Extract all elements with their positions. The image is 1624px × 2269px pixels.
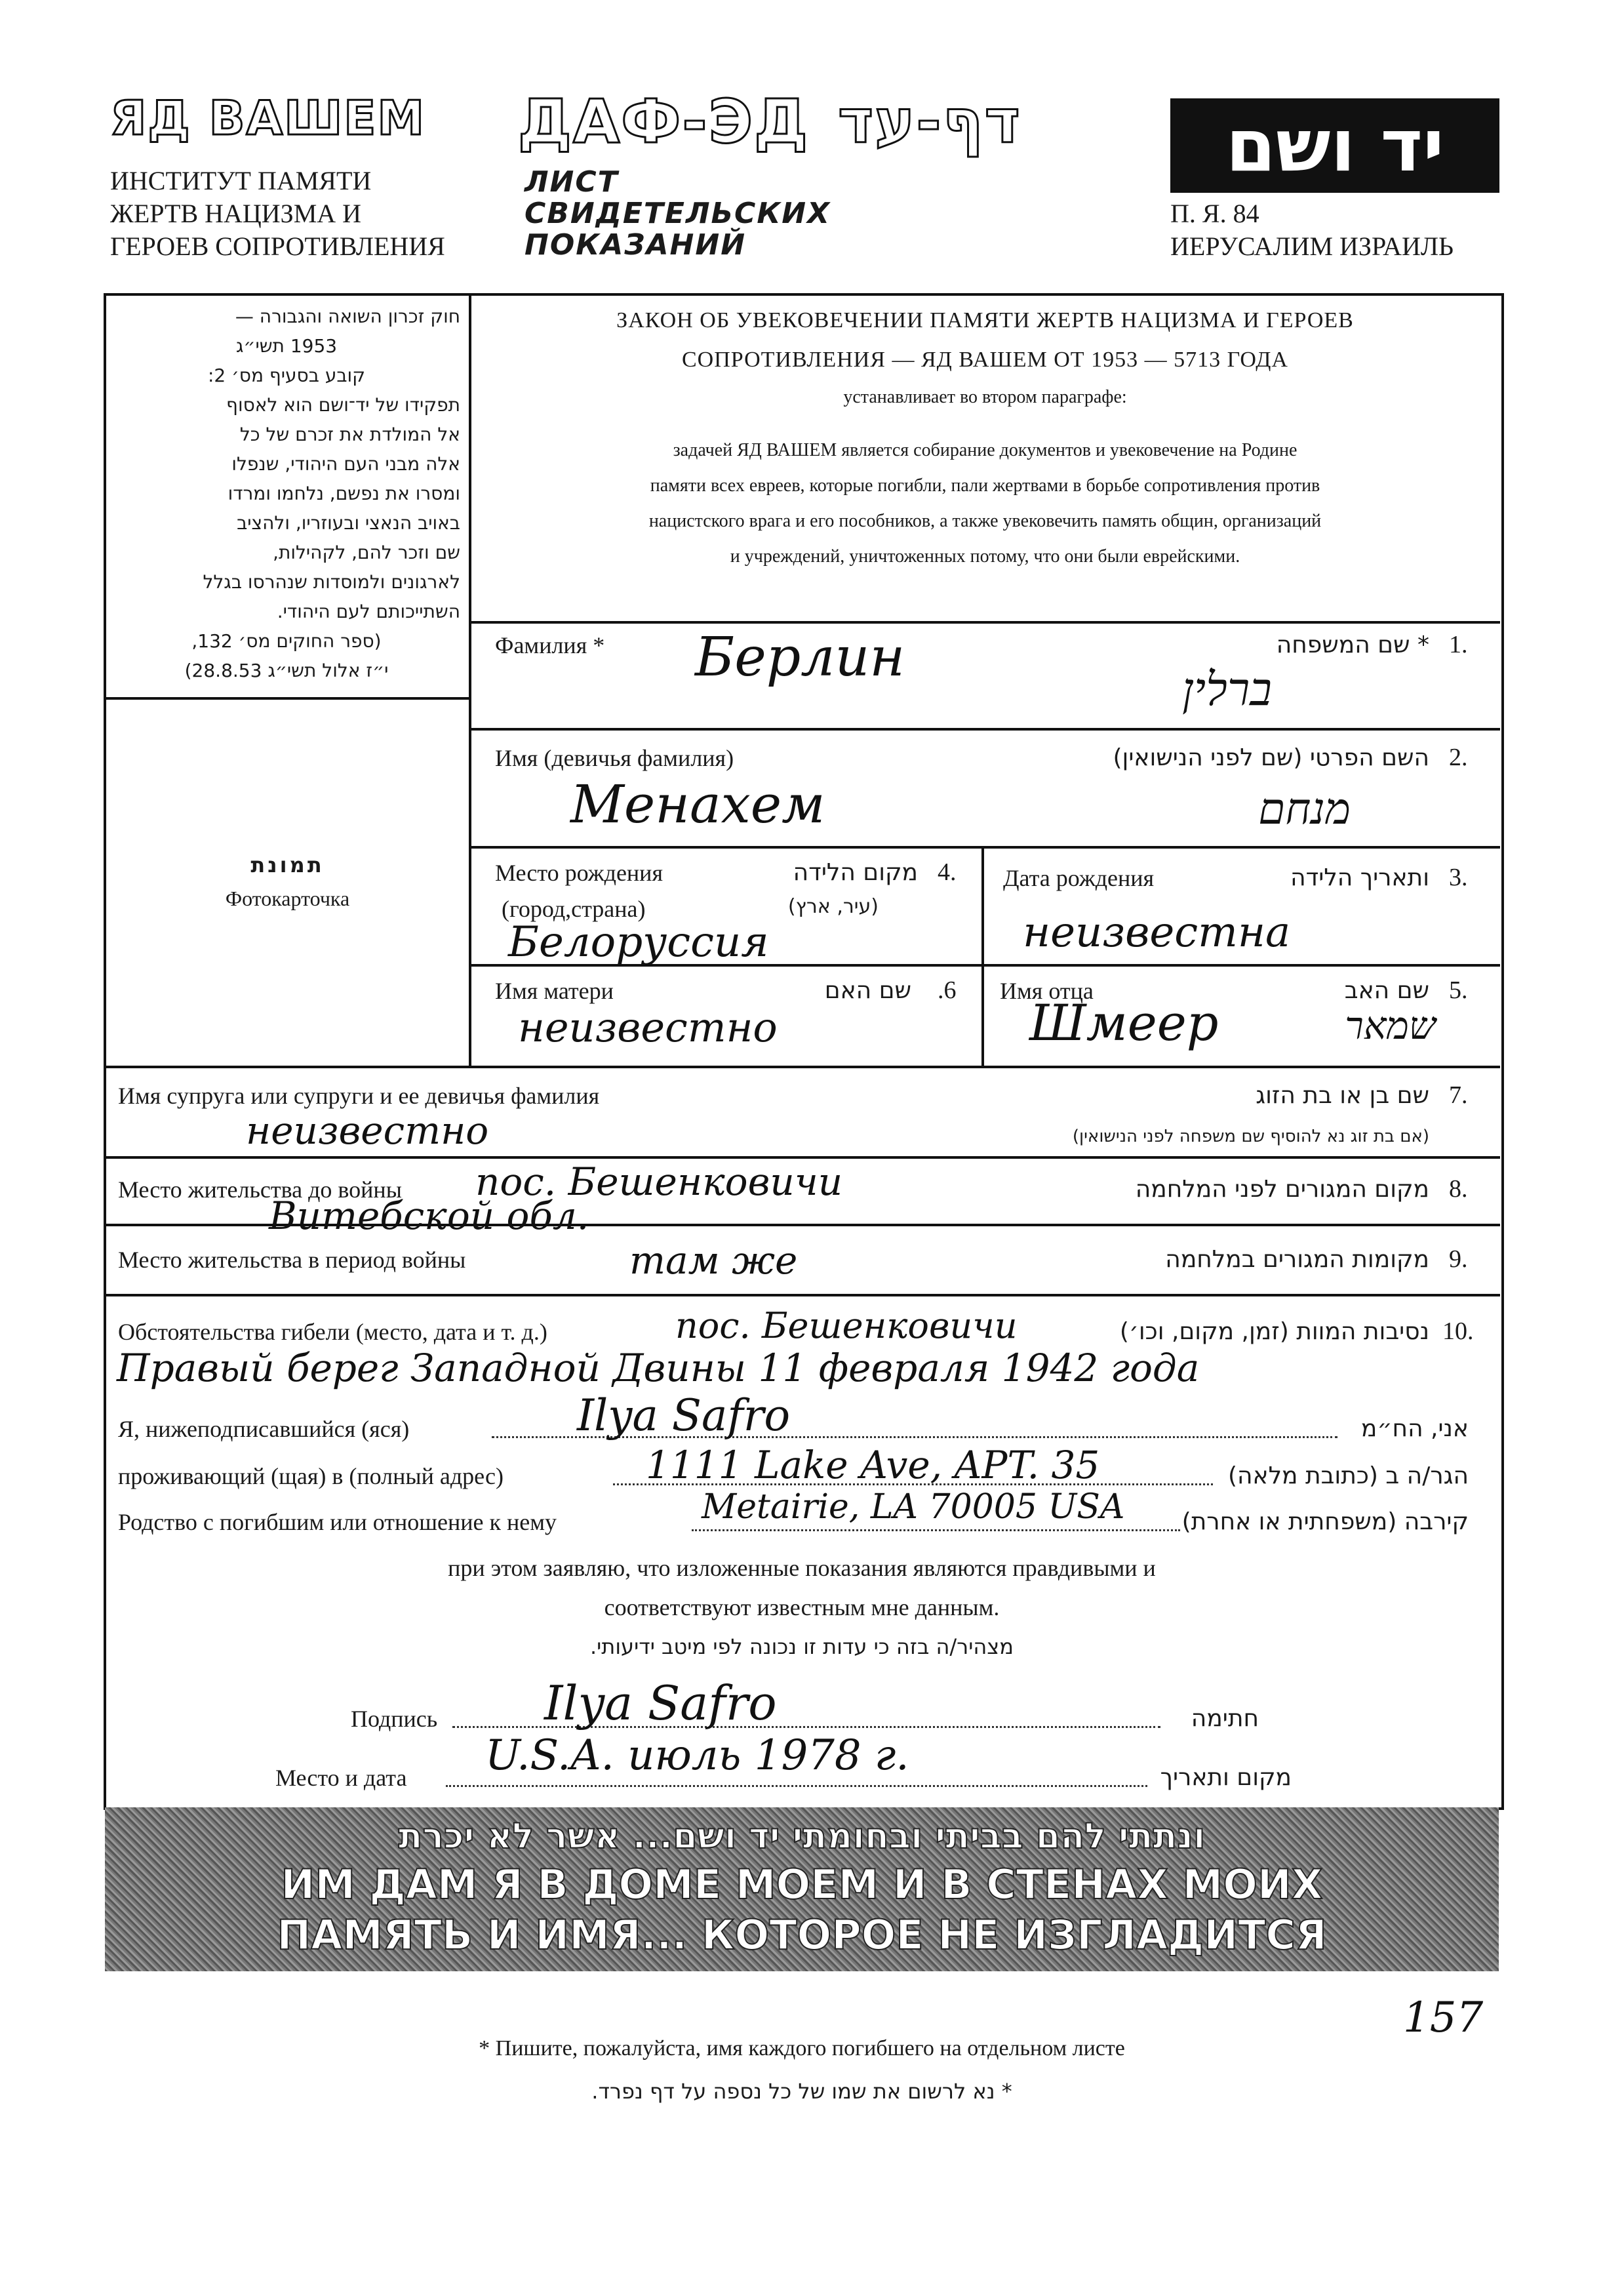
po-box: П. Я. 84: [1170, 199, 1259, 228]
law-heb-line: תפקידו של יד־ושם הוא לאסוף: [226, 394, 460, 416]
footer-note-hebrew: * נא לרשום את שמו של כל נספה על דף נפרד.: [591, 2079, 1012, 2104]
russian-law-block: [475, 308, 1495, 574]
law-heb-line: קובע בסעיף מס׳ 2:: [207, 365, 366, 386]
list-line-3: ПОКАЗАНИЙ: [525, 228, 747, 262]
signature-value: Ilya Safro: [544, 1676, 777, 1731]
statement-block: [105, 1554, 1499, 1659]
undersigned-value: Ilya Safro: [577, 1390, 791, 1441]
address-value: 1111 Lake Ave, APT. 35: [646, 1443, 1100, 1487]
quotation-banner: [105, 1807, 1499, 1971]
relation-line: [692, 1529, 1180, 1531]
field7-number: 7.: [1449, 1081, 1468, 1109]
place-date-label-hebrew: מקום ותאריך: [1160, 1764, 1292, 1791]
law-heb-line: י״ז אלול תשי״ג 28.8.53): [184, 660, 389, 681]
field4-number: 4.: [938, 858, 957, 886]
yad-vashem-hebrew-logo: יד ושם: [1170, 98, 1499, 193]
field3-number: 3.: [1449, 864, 1468, 891]
field3-value: неизвестна: [1023, 908, 1291, 957]
field3-label-hebrew: ותאריך הלידה: [1290, 864, 1429, 891]
signature-label: Подпись: [351, 1706, 438, 1732]
list-line-2: СВИДЕТЕЛЬСКИХ: [525, 197, 831, 230]
field7-label-hebrew-sub: (אם בת זוג נא להוסיף שם משפחה לפני הנישואין): [1072, 1127, 1429, 1146]
law-heb-line: חוק זכרון השואה והגבורה —: [235, 306, 460, 327]
law-heb-line: שם וזכר להם, לקהילות,: [273, 542, 460, 563]
law-photo-divider: [104, 697, 471, 700]
field9-number: 9.: [1449, 1245, 1468, 1273]
relation-value: Metairie, LA 70005 USA: [702, 1487, 1125, 1527]
undersigned-label: Я, нижеподписавшийся (яся): [118, 1416, 410, 1442]
photo-label-hebrew: תמונת: [250, 853, 325, 877]
field10-value-line2: Правый берег Западной Двины 11 февраля 1942 года: [117, 1346, 1200, 1390]
field5-number: 5.: [1449, 976, 1468, 1004]
field6-label-hebrew: שם האם: [824, 977, 911, 1004]
photo-placeholder: [106, 853, 469, 911]
field8-label-hebrew: מקום המגורים לפני המלחמה: [1135, 1176, 1429, 1203]
banner-line-3: ПАМЯТЬ И ИМЯ... КОТОРОЕ НЕ ИЗГЛАДИТСЯ: [277, 1911, 1327, 1959]
field8-number: 8.: [1449, 1175, 1468, 1203]
field7-top-line: [104, 1066, 1500, 1068]
field7-label-russian: Имя супруга или супруги и ее девичья фамилия: [118, 1083, 600, 1109]
field5-label-russian: Имя отца: [1000, 978, 1094, 1004]
middle-column-divider: [981, 846, 984, 1066]
field10-number: 10.: [1442, 1317, 1474, 1345]
undersigned-label-hebrew: אני, הח״מ: [1360, 1415, 1469, 1442]
field5-label-hebrew: שם האב: [1344, 977, 1429, 1004]
field10-label-russian: Обстоятельства гибели (место, дата и т. д.): [118, 1319, 547, 1345]
field8-value-line1: пос. Бешенковичи: [475, 1159, 843, 1204]
law-title-line-1: ЗАКОН ОБ УВЕКОВЕЧЕНИИ ПАМЯТИ ЖЕРТВ НАЦИЗМА И ГЕРОЕВ: [616, 308, 1354, 332]
left-column-divider: [469, 293, 471, 1066]
statement-line-1: при этом заявляю, что изложенные показания являются правдивыми и: [448, 1555, 1156, 1581]
law-heb-line: 1953 תשי״ג: [235, 335, 338, 357]
place-date-value: U.S.A. июль 1978 г.: [485, 1731, 909, 1780]
law-heb-line: השתייכותם לעם היהודי.: [277, 601, 460, 622]
banner-hebrew: ונתתי להם בביתי ובחומתי יד ושם... אשר לא יכרת: [398, 1815, 1206, 1857]
relation-label: Родство с погибшим или отношение к нему: [118, 1509, 557, 1535]
daf-ed-hebrew: דף-עד: [838, 87, 1021, 157]
address-label-hebrew: הגר/ה ב (כתובת מלאה): [1227, 1462, 1469, 1489]
law-heb-line: לארגונים ולמוסדות שנהרסו בגלל: [203, 571, 460, 593]
field4-label-hebrew-sub: (עיר, ארץ): [787, 895, 879, 918]
page-number: 157: [1403, 1994, 1484, 2042]
field1-value-russian: Берлин: [695, 626, 905, 689]
photo-label-russian: Фотокарточка: [225, 887, 350, 910]
law-heb-line: ומסרו את נפשם, נלחמו ומרדו: [228, 483, 460, 504]
law-body-line: памяти всех евреев, которые погибли, пали жертвами в борьбе сопротивления против: [650, 475, 1320, 496]
yad-vashem-russian-logo: ЯД ВАШЕМ: [110, 90, 426, 146]
place-date-line: [446, 1785, 1147, 1787]
field5-value-hebrew: שמאר: [1345, 1003, 1436, 1048]
place-date-label: Место и дата: [275, 1765, 407, 1791]
institute-line-2: ЖЕРТВ НАЦИЗМА И: [110, 199, 362, 228]
institute-line-1: ИНСТИТУТ ПАМЯТИ: [110, 166, 372, 195]
field4-label-russian-sub: (город,страна): [502, 896, 646, 922]
field2-label-russian: Имя (девичья фамилия): [495, 745, 734, 771]
institute-line-3: ГЕРОЕВ СОПРОТИВЛЕНИЯ: [110, 231, 445, 261]
statement-hebrew: מצהיר/ה בזה כי עדות זו נכונה לפי מיטב ידיעותי.: [589, 1634, 1014, 1659]
law-heb-line: באויב הנאצי ובעוזריו, ולהציב: [237, 512, 460, 534]
field8-label-russian: Место жительства до войны: [118, 1176, 402, 1203]
field8-top-line: [104, 1156, 1500, 1159]
law-heb-line: אלה מבני העם היהודי, שנפלו: [231, 453, 460, 475]
field10-label-hebrew: נסיבות המוות (זמן, מקום, וכו׳): [1119, 1318, 1429, 1345]
field10-top-line: [104, 1294, 1500, 1296]
field4-label-hebrew: מקום הלידה: [793, 859, 918, 886]
statement-line-2: соответствуют известным мне данным.: [604, 1594, 1000, 1620]
field2-top-line: [469, 728, 1500, 731]
banner-line-2: ИМ ДАМ Я В ДОМЕ МОЕМ И В СТЕНАХ МОИХ: [281, 1860, 1323, 1908]
daf-ed-title: [518, 87, 1021, 157]
field4-label-russian: Место рождения: [495, 860, 663, 886]
field9-label-russian: Место жительства в период войны: [118, 1247, 466, 1273]
field3-label-russian: Дата рождения: [1003, 865, 1155, 891]
field7-value: неизвестно: [246, 1108, 489, 1153]
law-body-line: задачей ЯД ВАШЕМ является собирание документов и увековечение на Родине: [673, 440, 1297, 460]
field2-value-hebrew: מנחם: [1258, 784, 1351, 834]
field9-label-hebrew: מקומות המגורים במלחמה: [1165, 1246, 1429, 1273]
field1-top-line: [469, 621, 1500, 624]
law-body-line: и учреждений, уничтоженных потому, что они были еврейскими.: [730, 546, 1240, 567]
law-body-line: нацистского врага и его пособников, а также увековечить память общин, организаций: [648, 511, 1322, 531]
field2-label-hebrew: השם הפרטי (שם לפני הנישואין): [1113, 744, 1429, 771]
hebrew-law-text: [113, 302, 460, 685]
field1-number: 1.: [1449, 631, 1468, 658]
address-label: проживающий (щая) в (полный адрес): [118, 1463, 504, 1489]
field3-top-line: [469, 846, 1500, 849]
list-line-1: ЛИСТ: [525, 165, 619, 199]
relation-label-hebrew: קירבה (משפחתית או אחרת): [1181, 1508, 1469, 1535]
law-heb-line: אל המולדת את זכרם של כל: [239, 424, 460, 445]
law-heb-line: (ספר החוקים מס׳ 132,: [191, 630, 382, 652]
field6-number: .6: [938, 976, 957, 1004]
city-address: ИЕРУСАЛИМ ИЗРАИЛЬ: [1170, 231, 1454, 261]
field6-value: неизвестно: [518, 1003, 778, 1051]
field2-number: 2.: [1449, 744, 1468, 771]
footer-note-russian: * Пишите, пожалуйста, имя каждого погибшего на отдельном листе: [479, 2036, 1125, 2060]
signature-label-hebrew: חתימה: [1191, 1705, 1259, 1732]
law-subtitle: устанавливает во втором параграфе:: [843, 387, 1127, 407]
field7-label-hebrew: שם בן או בת הזוג: [1256, 1082, 1429, 1109]
field4-value: Белоруссия: [508, 918, 769, 967]
field6-label-russian: Имя матери: [495, 978, 614, 1004]
field10-value-line1: пос. Бешенковичи: [675, 1305, 1018, 1346]
field9-value: там же: [629, 1238, 798, 1283]
law-title-line-2: СОПРОТИВЛЕНИЯ — ЯД ВАШЕМ ОТ 1953 — 5713 ГОДА: [682, 348, 1288, 372]
field2-value-russian: Менахем: [570, 774, 825, 835]
field1-label-russian: Фамилия *: [495, 632, 605, 658]
field1-label-hebrew: * שם המשפחה: [1276, 632, 1429, 658]
field1-value-hebrew: ברלין: [1181, 662, 1272, 716]
field5-value-russian: Шмеер: [1029, 994, 1219, 1052]
field8-value-line2: Витебской обл.: [269, 1194, 589, 1238]
daf-ed-russian: ДАФ-ЭД: [518, 87, 810, 157]
